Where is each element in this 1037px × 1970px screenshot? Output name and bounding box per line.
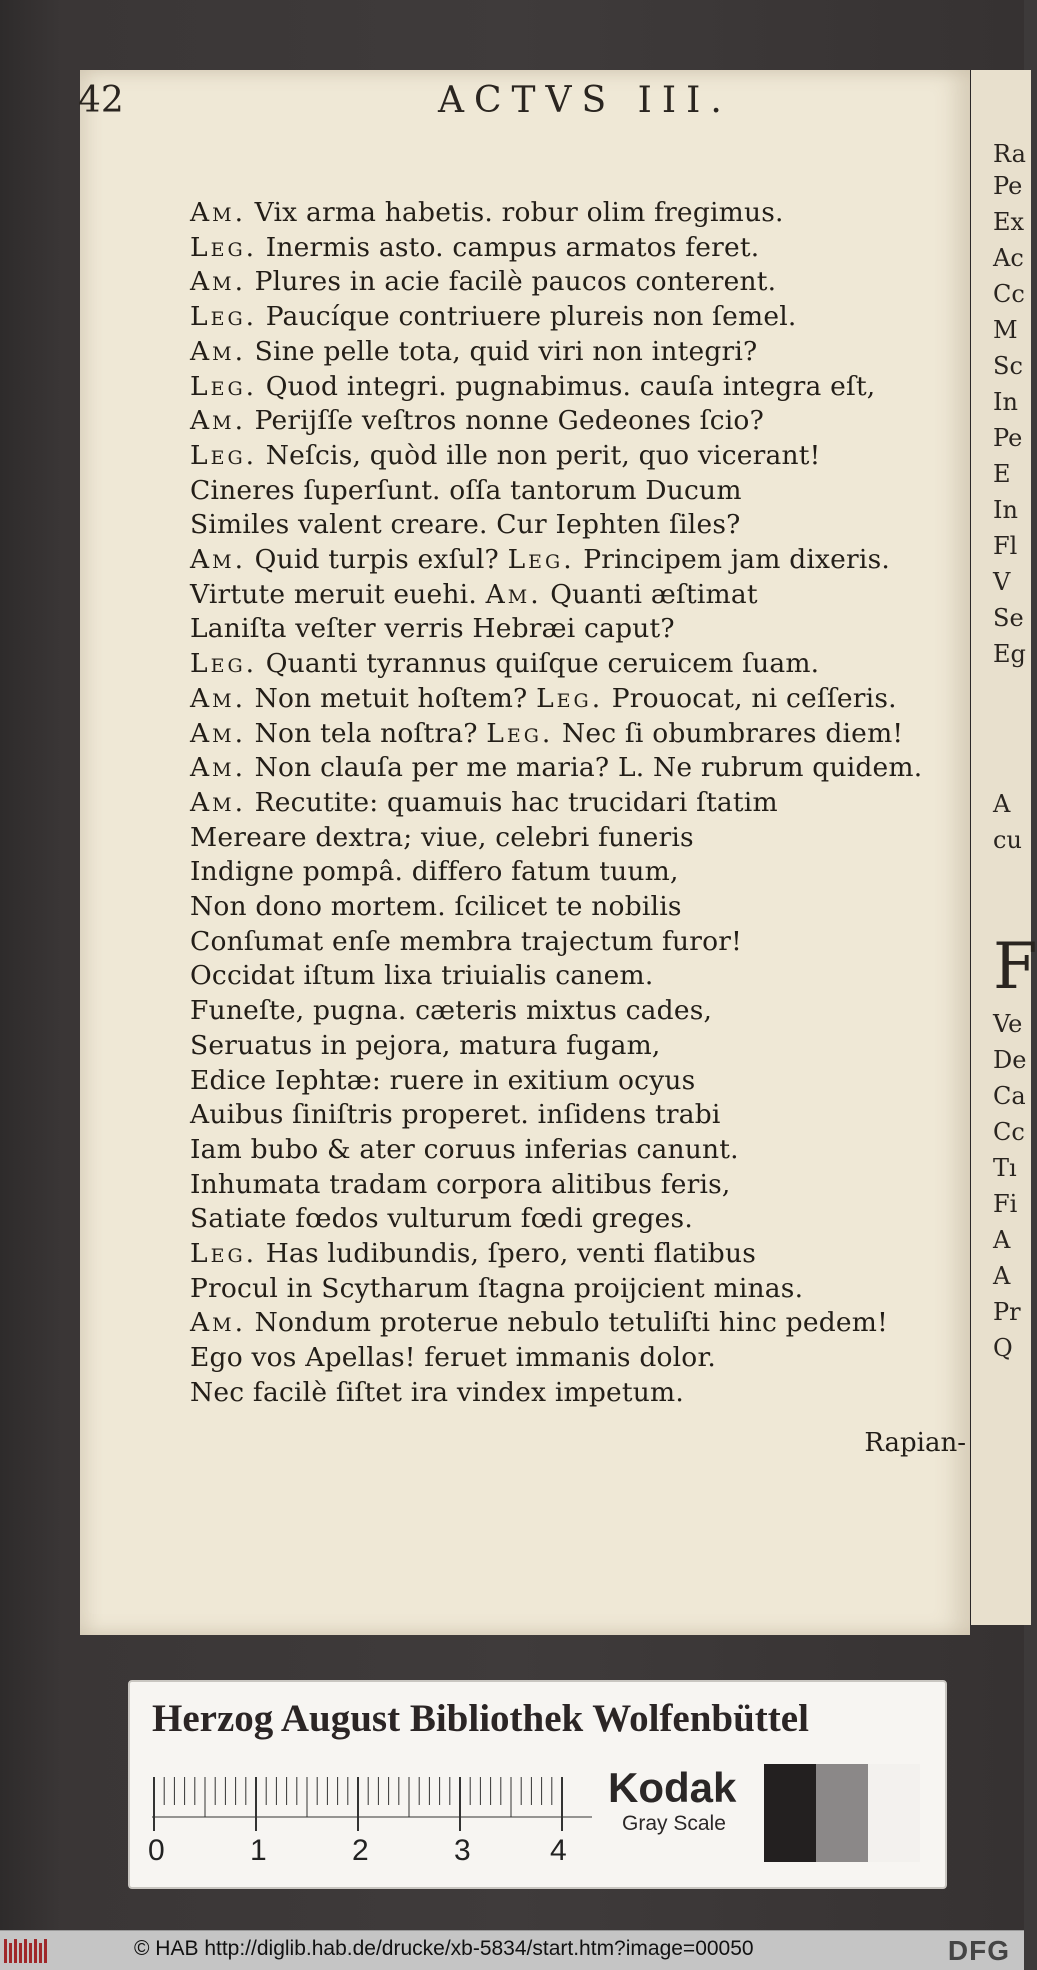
speaker-label: Am. bbox=[190, 717, 247, 749]
verse-line bbox=[190, 301, 797, 332]
verse-line bbox=[190, 960, 653, 991]
verse-text: Quod integri. pugnabimus. cauſa integra eſt, bbox=[257, 370, 876, 402]
facing-page-fragment: In bbox=[993, 496, 1018, 524]
verse-line bbox=[190, 1134, 739, 1165]
facing-page-fragment: Pe bbox=[993, 424, 1023, 452]
verse-text: Nec facilè ſiſtet ira vindex impetum. bbox=[190, 1376, 684, 1408]
ruler-number: 2 bbox=[352, 1834, 369, 1867]
facing-page-fragment: A bbox=[993, 790, 1011, 818]
facing-page-fragment: Cc bbox=[993, 280, 1025, 308]
speaker-label: Leg. bbox=[190, 370, 258, 402]
verse-line bbox=[190, 718, 903, 749]
verse-line bbox=[190, 1169, 731, 1200]
verse-line bbox=[190, 822, 694, 853]
facing-page-fragment: Fi bbox=[993, 1190, 1018, 1218]
gray-patch-mid bbox=[816, 1764, 868, 1862]
hab-logo-icon bbox=[4, 1939, 50, 1963]
running-head: ACTVS III. bbox=[438, 80, 732, 121]
verse-line bbox=[190, 544, 890, 575]
facing-page-fragment: In bbox=[993, 388, 1018, 416]
speaker-label: Am. bbox=[190, 1307, 247, 1339]
facing-page-fragment: F bbox=[993, 930, 1037, 1004]
speaker-label: Leg. bbox=[190, 1238, 258, 1269]
ruler bbox=[152, 1775, 592, 1845]
verse-text: Iam bubo & ater coruus inferias canunt. bbox=[190, 1133, 739, 1165]
logo-bar bbox=[9, 1943, 12, 1963]
verse-text: Auibus ſiniſtris properet. inſidens trabi bbox=[190, 1099, 721, 1131]
verse-line bbox=[190, 475, 742, 506]
verse-text: Virtute meruit euehi. bbox=[190, 578, 486, 610]
dfg-logo: DFG bbox=[947, 1935, 1010, 1966]
verse-text: Non metuit hoſtem? bbox=[246, 682, 537, 714]
verse-line bbox=[190, 1342, 716, 1373]
verse-text: Procul in Scytharum ſtagna proijcient minas. bbox=[190, 1272, 804, 1304]
verse-line bbox=[190, 1030, 661, 1061]
verse-line bbox=[190, 926, 742, 957]
facing-page-fragment: Q bbox=[993, 1334, 1013, 1362]
gray-patch-light bbox=[868, 1764, 920, 1862]
copyright-url[interactable]: © HAB http://diglib.hab.de/drucke/xb-5834/start.htm?image=00050 bbox=[134, 1937, 754, 1960]
verse-line bbox=[190, 440, 820, 471]
logo-bar bbox=[29, 1943, 32, 1963]
verse-line bbox=[190, 266, 776, 297]
speaker-label: Am. bbox=[190, 544, 247, 575]
footer-bar bbox=[0, 1930, 1024, 1970]
verse-line bbox=[190, 579, 758, 610]
speaker-label: Leg. bbox=[190, 231, 258, 263]
ruler-number: 0 bbox=[148, 1834, 165, 1867]
verse-line bbox=[190, 752, 922, 783]
verse-text: Non clauſa per me maria? L. Ne rubrum quidem. bbox=[246, 752, 923, 784]
logo-bar bbox=[24, 1939, 27, 1963]
page-number: 42 bbox=[78, 80, 124, 121]
speaker-label: Leg. bbox=[507, 544, 575, 575]
speaker-label: Leg. bbox=[190, 301, 258, 333]
verse-text: Paucíque contriuere plureis non ſemel. bbox=[257, 301, 797, 333]
verse-line bbox=[190, 856, 679, 887]
verse-text: Vix arma habetis. robur olim fregimus. bbox=[246, 197, 784, 228]
facing-page-fragment: cu bbox=[993, 826, 1022, 854]
facing-page-fragment: De bbox=[993, 1046, 1027, 1074]
facing-page-fragment: Eg bbox=[993, 640, 1026, 668]
gray-scale-label: Gray Scale bbox=[622, 1812, 726, 1835]
verse-text: Plures in acie facilè paucos conterent. bbox=[246, 266, 777, 298]
verse-line bbox=[190, 1273, 803, 1304]
speaker-label: Am. bbox=[485, 578, 542, 610]
verse-line bbox=[190, 1238, 756, 1269]
verse-text: Laniſta veſter verris Hebræi caput? bbox=[190, 613, 675, 645]
verse-line bbox=[190, 1377, 684, 1408]
ruler-number: 1 bbox=[250, 1834, 267, 1867]
verse-text: Cineres ſuperſunt. oſſa tantorum Ducum bbox=[190, 474, 742, 506]
speaker-label: Am. bbox=[190, 405, 247, 437]
verse-text: Nondum proterue nebulo tetuliſti hinc pedem! bbox=[246, 1307, 888, 1339]
logo-bar bbox=[4, 1939, 7, 1963]
logo-bar bbox=[14, 1939, 17, 1963]
verse-text: Funeſte, pugna. cæteris mixtus cades, bbox=[190, 995, 713, 1027]
verse-line bbox=[190, 197, 784, 228]
verse-text: Quanti tyrannus quiſque ceruicem ſuam. bbox=[257, 648, 820, 680]
verse-line bbox=[190, 995, 712, 1026]
verse-text: Quanti æſtimat bbox=[541, 578, 758, 610]
speaker-label: Am. bbox=[190, 335, 247, 367]
ruler-number: 4 bbox=[550, 1834, 567, 1867]
verse-text: Prouocat, ni ceſſeris. bbox=[603, 682, 897, 714]
verse-text: Inermis asto. campus armatos feret. bbox=[257, 231, 760, 263]
verse-line bbox=[190, 787, 778, 818]
verse-line bbox=[190, 1307, 888, 1338]
verse-line bbox=[190, 405, 764, 436]
speaker-label: Leg. bbox=[486, 717, 554, 749]
facing-page-fragment: V bbox=[993, 568, 1011, 596]
verse-text: Occidat iſtum lixa triuialis canem. bbox=[190, 960, 654, 992]
catchword: Rapian- bbox=[864, 1428, 966, 1458]
verse-text: Non dono mortem. ſcilicet te nobilis bbox=[190, 891, 682, 922]
speaker-label: Leg. bbox=[536, 682, 604, 714]
facing-page-fragment: Ex bbox=[993, 208, 1025, 236]
verse-line bbox=[190, 336, 757, 367]
verse-line bbox=[190, 648, 819, 679]
verse-line bbox=[190, 371, 875, 402]
kodak-logo: Kodak bbox=[608, 1764, 737, 1811]
verse-text: Satiate fœdos vulturum fœdi greges. bbox=[190, 1203, 693, 1235]
verse-text: Non tela noſtra? bbox=[246, 717, 487, 749]
verse-line bbox=[190, 683, 897, 714]
facing-page-fragment: Ra bbox=[993, 140, 1026, 168]
logo-bar bbox=[39, 1943, 42, 1963]
verse-text: Seruatus in pejora, matura fugam, bbox=[190, 1029, 661, 1061]
ruler-number: 3 bbox=[454, 1834, 471, 1867]
verse-line bbox=[190, 613, 675, 644]
color-calibration-card bbox=[128, 1680, 947, 1889]
verse-line bbox=[190, 891, 682, 922]
verse-text: Similes valent creare. Cur Iephten ſiles? bbox=[190, 509, 741, 541]
verse-text: Nec ſi obumbrares diem! bbox=[553, 717, 904, 749]
verse-text: Principem jam dixeris. bbox=[574, 544, 891, 575]
verse-line bbox=[190, 1099, 721, 1130]
verse-text: Quid turpis exſul? bbox=[246, 544, 508, 575]
facing-page-fragment: Cc bbox=[993, 1118, 1025, 1146]
facing-page-fragment: Pr bbox=[993, 1298, 1021, 1326]
verse-text: Ego vos Apellas! feruet immanis dolor. bbox=[190, 1342, 717, 1374]
verse-text: Sine pelle tota, quid viri non integri? bbox=[246, 335, 758, 367]
verse-line bbox=[190, 1065, 695, 1096]
verse-text: Has ludibundis, ſpero, venti flatibus bbox=[257, 1238, 757, 1269]
verse-line bbox=[190, 1203, 693, 1234]
verse-line bbox=[190, 509, 741, 540]
facing-page-fragment: Sc bbox=[993, 352, 1023, 380]
facing-page-fragment: Se bbox=[993, 604, 1024, 632]
facing-page-fragment: Ac bbox=[993, 244, 1024, 272]
facing-page-fragment: Ve bbox=[993, 1010, 1023, 1038]
verse-text: Recutite: quamuis hac trucidari ſtatim bbox=[246, 786, 778, 818]
facing-page-fragment: Fl bbox=[993, 532, 1018, 560]
speaker-label: Leg. bbox=[190, 439, 258, 471]
verse-text: Inhumata tradam corpora alitibus feris, bbox=[190, 1168, 731, 1200]
verse-text: Mereare dextra; viue, celebri funeris bbox=[190, 821, 694, 853]
facing-page-fragment: E bbox=[993, 460, 1011, 488]
logo-bar bbox=[44, 1939, 47, 1963]
facing-page-fragment: M bbox=[993, 316, 1018, 344]
gray-patch-dark bbox=[764, 1764, 816, 1862]
verse-text: Edice Iephtæ: ruere in exitium ocyus bbox=[190, 1064, 696, 1096]
logo-bar bbox=[34, 1939, 37, 1963]
speaker-label: Am. bbox=[190, 682, 247, 714]
facing-page-fragment: Pe bbox=[993, 172, 1023, 200]
speaker-label: Am. bbox=[190, 266, 247, 298]
speaker-label: Am. bbox=[190, 752, 247, 784]
facing-page-fragment: A bbox=[993, 1262, 1011, 1290]
library-name: Herzog August Bibliothek Wolfenbüttel bbox=[152, 1697, 809, 1740]
verse-line bbox=[190, 232, 759, 263]
verse-text: Conſumat enſe membra trajectum furor! bbox=[190, 925, 742, 957]
verse-text: Indigne pompâ. differo fatum tuum, bbox=[190, 856, 679, 888]
verse-text: Perijſſe veſtros nonne Gedeones ſcio? bbox=[246, 405, 764, 437]
facing-page-fragment: Ca bbox=[993, 1082, 1026, 1110]
facing-page-fragment: Tı bbox=[993, 1154, 1017, 1182]
logo-bar bbox=[19, 1943, 22, 1963]
speaker-label: Am. bbox=[190, 786, 247, 818]
speaker-label: Am. bbox=[190, 197, 247, 228]
speaker-label: Leg. bbox=[190, 648, 258, 680]
facing-page bbox=[968, 70, 1037, 1625]
verse-text: Neſcis, quòd ille non perit, quo vicerant! bbox=[257, 439, 821, 471]
facing-page-fragment: A bbox=[993, 1226, 1011, 1254]
